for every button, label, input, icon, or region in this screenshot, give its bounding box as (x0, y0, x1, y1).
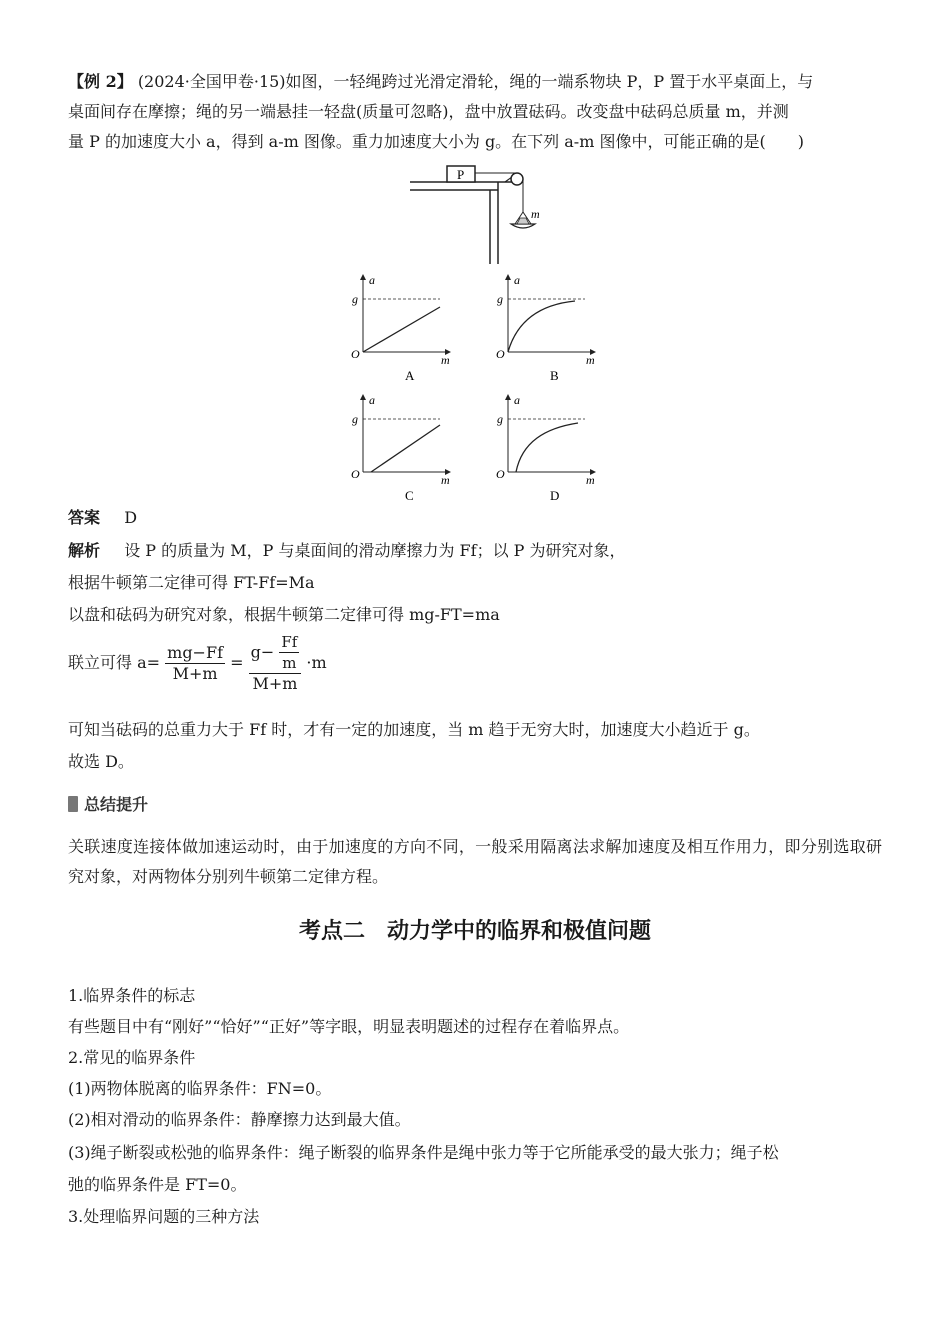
analysis-line-1 (68, 541, 626, 561)
svg-text:g: g (497, 292, 503, 306)
analysis-formula-line: 联立可得 a= $\frac{mg-Ff}{M+m}$ = g− $\frac{Ff}{m}$ M+m ·m (68, 633, 327, 693)
formula-prefix: 联立可得 a= (68, 653, 161, 672)
graph-option-c (345, 392, 460, 502)
pulley-apparatus-figure (405, 160, 555, 270)
example-text-1: (2024·全国甲卷·15)如图，一轻绳跨过光滑定滑轮，绳的一端系物块 P，P 置于水平桌面上，与 (137, 72, 814, 91)
svg-text:O: O (351, 347, 360, 361)
svg-text:m: m (441, 473, 450, 487)
svg-text:m: m (586, 353, 595, 367)
svg-text:m: m (441, 353, 450, 367)
svg-text:g: g (352, 292, 358, 306)
example-tag: 【例 2】 (68, 72, 133, 91)
svg-text:O: O (496, 467, 505, 481)
svg-text:g: g (352, 412, 358, 426)
section-item-1: 1.临界条件的标志 (68, 986, 196, 1005)
pulley (511, 173, 523, 185)
section-item-3: 2.常见的临界条件 (68, 1048, 196, 1067)
svg-text:a: a (369, 273, 375, 287)
graph-option-b (490, 272, 605, 382)
section-item-6: (3)绳子断裂或松弛的临界条件：绳子断裂的临界条件是绳中张力等于它所能承受的最大张力；绳子松 (68, 1143, 779, 1162)
analysis-line-3: 以盘和砝码为研究对象，根据牛顿第二定律可得 mg-FT=ma (68, 605, 500, 624)
svg-text:a: a (514, 393, 520, 407)
graph-option-a (345, 272, 460, 382)
graph-label-d: D (550, 488, 560, 502)
graph-label-b: B (550, 368, 559, 382)
bookmark-icon (68, 796, 78, 812)
analysis-line-6: 故选 D。 (68, 752, 134, 771)
answer-label: 答案 (68, 508, 101, 527)
formula-fraction-2: g− $\frac{Ff}{m}$ M+m (249, 632, 302, 694)
example-line-1 (68, 72, 813, 92)
analysis-line-2: 根据牛顿第二定律可得 FT-Ff=Ma (68, 573, 315, 592)
formula-fraction-1: $\frac{mg-Ff}{M+m}$ (167, 642, 223, 683)
example-line-2: 桌面间存在摩擦；绳的另一端悬挂一轻盘(质量可忽略)，盘中放置砝码。改变盘中砝码总质量 m，并测 (68, 102, 789, 121)
section-item-4: (1)两物体脱离的临界条件：FN=0。 (68, 1079, 332, 1098)
weight-pan (511, 224, 535, 228)
analysis-line-5: 可知当砝码的总重力大于 Ff 时，才有一定的加速度，当 m 趋于无穷大时，加速度大小趋近于 g。 (68, 720, 760, 739)
graph-label-c: C (405, 488, 414, 502)
svg-text:O: O (496, 347, 505, 361)
example-line-3: 量 P 的加速度大小 a，得到 a-m 图像。重力加速度大小为 g。在下列 a-m 图像中，可能正确的是( ) (68, 132, 804, 151)
section-item-5: (2)相对滑动的临界条件：静摩擦力达到最大值。 (68, 1110, 411, 1129)
section-title: 考点二 动力学中的临界和极值问题 (298, 919, 651, 944)
svg-text:O: O (351, 467, 360, 481)
graph-option-d (490, 392, 605, 502)
summary-heading: 总结提升 (68, 792, 148, 815)
mass-label: m (531, 207, 540, 221)
analysis-text-1: 设 P 的质量为 M，P 与桌面间的滑动摩擦力为 Ff；以 P 为研究对象， (124, 541, 626, 560)
svg-text:a: a (514, 273, 520, 287)
analysis-label: 解析 (68, 541, 101, 560)
block-label: P (457, 167, 465, 182)
svg-text:g: g (497, 412, 503, 426)
answer-line (68, 508, 137, 528)
graph-label-a: A (405, 368, 415, 382)
section-item-8: 3.处理临界问题的三种方法 (68, 1207, 260, 1226)
svg-text:m: m (586, 473, 595, 487)
summary-text: 关联速度连接体做加速运动时，由于加速度的方向不同，一般采用隔离法求解加速度及相互作用力，即分别选取研究对象，对两物体分别列牛顿第二定律方程。 (68, 837, 882, 886)
section-item-7: 弛的临界条件是 FT=0。 (68, 1175, 247, 1194)
answer-value: D (124, 508, 138, 527)
svg-text:a: a (369, 393, 375, 407)
section-item-2: 有些题目中有“刚好”“恰好”“正好”等字眼，明显表明题述的过程存在着临界点。 (68, 1017, 630, 1036)
